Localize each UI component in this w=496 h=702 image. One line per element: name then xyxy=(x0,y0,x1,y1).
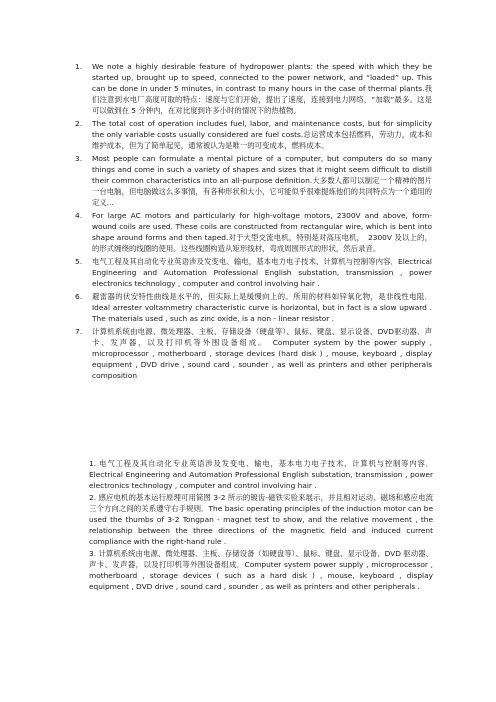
list-item-number: 7. xyxy=(75,327,83,336)
second-section xyxy=(89,458,433,592)
list-item-number: 2. xyxy=(75,119,83,128)
list-item-text: Most people can formulate a mental picture of a computer, but computers do so many things and come in such a variety of shapes and sizes that it might seem difficult to distill their common characteristics into an all-purpose definition.大多数人都可以制定一个精神的图片一台电脑，但电脑做这么多事情，有各种形状和大小，它可能似乎很难提炼他们的共同特点为一个通用的定义... xyxy=(92,154,432,207)
list-item-number: 1. xyxy=(75,62,83,71)
paragraph: 1. 电气工程及其自动化专业英语涉及发变电、输电，基本电力电子技术、计算机与控制等内容．Electrical Engineering and Automation Professional English substation, transmission , power electronics technology , computer and control involving hair . xyxy=(89,459,433,491)
list-item xyxy=(66,256,432,289)
list-item-text: For large AC motors and particularly for high-voltage motors, 2300V and above, form-wound coils are used. These coils are constructed from rectangular wire, which is bent into shape around forms and then taped.对于大型交流电机，特别是对高压电机， 2300V 及以上的，的形式缠绕的线圈的使用。这些线圈构造从矩形线材，弯成周围形式的形状，然后录音。 xyxy=(92,211,432,253)
list-item-text: 计算机系统由电源、微处理器、主板、存储设备（硬盘等）、鼠标、键盘、显示设备、DVD驱动器、声卡、发声器，以及打印机等外围设备组成。 Computer system by the power supply , microprocessor , motherboard , storage devices (hard disk ) , mouse, keyboard , display equipment , DVD drive , sound card , sounder , as well as printers and other peripherals composition xyxy=(92,327,432,380)
list-item-number: 6. xyxy=(75,292,83,301)
list-item-text: The total cost of operation includes fuel, labor, and maintenance costs, but for simplicity the only variable costs usually considered are fuel costs.总运营成本包括燃料，劳动力，成本和维护成本，但为了简单起见，通常被认为是唯一的可变成本，燃料成本。 xyxy=(92,119,432,150)
list-item xyxy=(66,61,432,116)
list-item xyxy=(66,210,432,254)
list-item-text: 避雷器的伏安特性曲线是水平的，但实际上是缓慢向上的。所用的材料如锌氧化物，是非线性电阻．Ideal arrester voltammetry characteristic curve is horizontal, but in fact is a slow upward . The materials used , such as zinc oxide, is a non - linear resistor . xyxy=(92,292,432,323)
list-item-number: 3. xyxy=(75,154,83,163)
list-item xyxy=(66,153,432,208)
list-item xyxy=(66,326,432,381)
list-item xyxy=(66,118,432,151)
list-item-number: 4. xyxy=(75,211,83,220)
paragraph: 2. 感应电机的基本运行原理可用简图 3-2 所示的镀齿-磁铁实验来展示，并且相对运动、磁场和感应电流三个方向之间的关系遵守右手规则．The basic operating principles of the induction motor can be used the thumbs of 3-2 Tongpan - magnet test to show, and the relative movement , the relationship between the three directions of the magnetic field and induced current compliance with the right-hand rule . xyxy=(89,492,433,547)
list-item-number: 5. xyxy=(75,257,83,266)
numbered-list xyxy=(66,61,432,383)
paragraph: 3. 计算机系统由电源、微处理器、主板、存储设备（如硬盘等）、鼠标、键盘、显示设备、DVD 驱动器、声卡、发声器，以及打印机等外围设备组成．Computer system power supply , microprocessor , motherboard , storage devices ( such as a hard disk ) , mouse, keyboard , display equipment , DVD drive , sound card , sounder , as well as printers and other peripherals . xyxy=(89,548,433,592)
list-item xyxy=(66,291,432,324)
list-item-text: We note a highly desirable feature of hydropower plants: the speed with which they be started up, brought up to speed, connected to the power network, and “loaded” up. This can be done in under 5 minutes, in contrast to many hours in the case of thermal plants.我们注意到水电厂高度可取的特点：速度与它们开始，提出了速度，连接到电力网络，“加载”最多。这是可以做到在 5 分钟内，在对比度到许多小时的情况下的热植物。 xyxy=(92,62,432,115)
list-item-text: 电气工程及其自动化专业英语涉及发变电、输电，基本电力电子技术、计算机与控制等内容．Electrical Engineering and Automation Professional English substation, transmission , power electronics technology , computer and control involving hair . xyxy=(92,257,432,288)
